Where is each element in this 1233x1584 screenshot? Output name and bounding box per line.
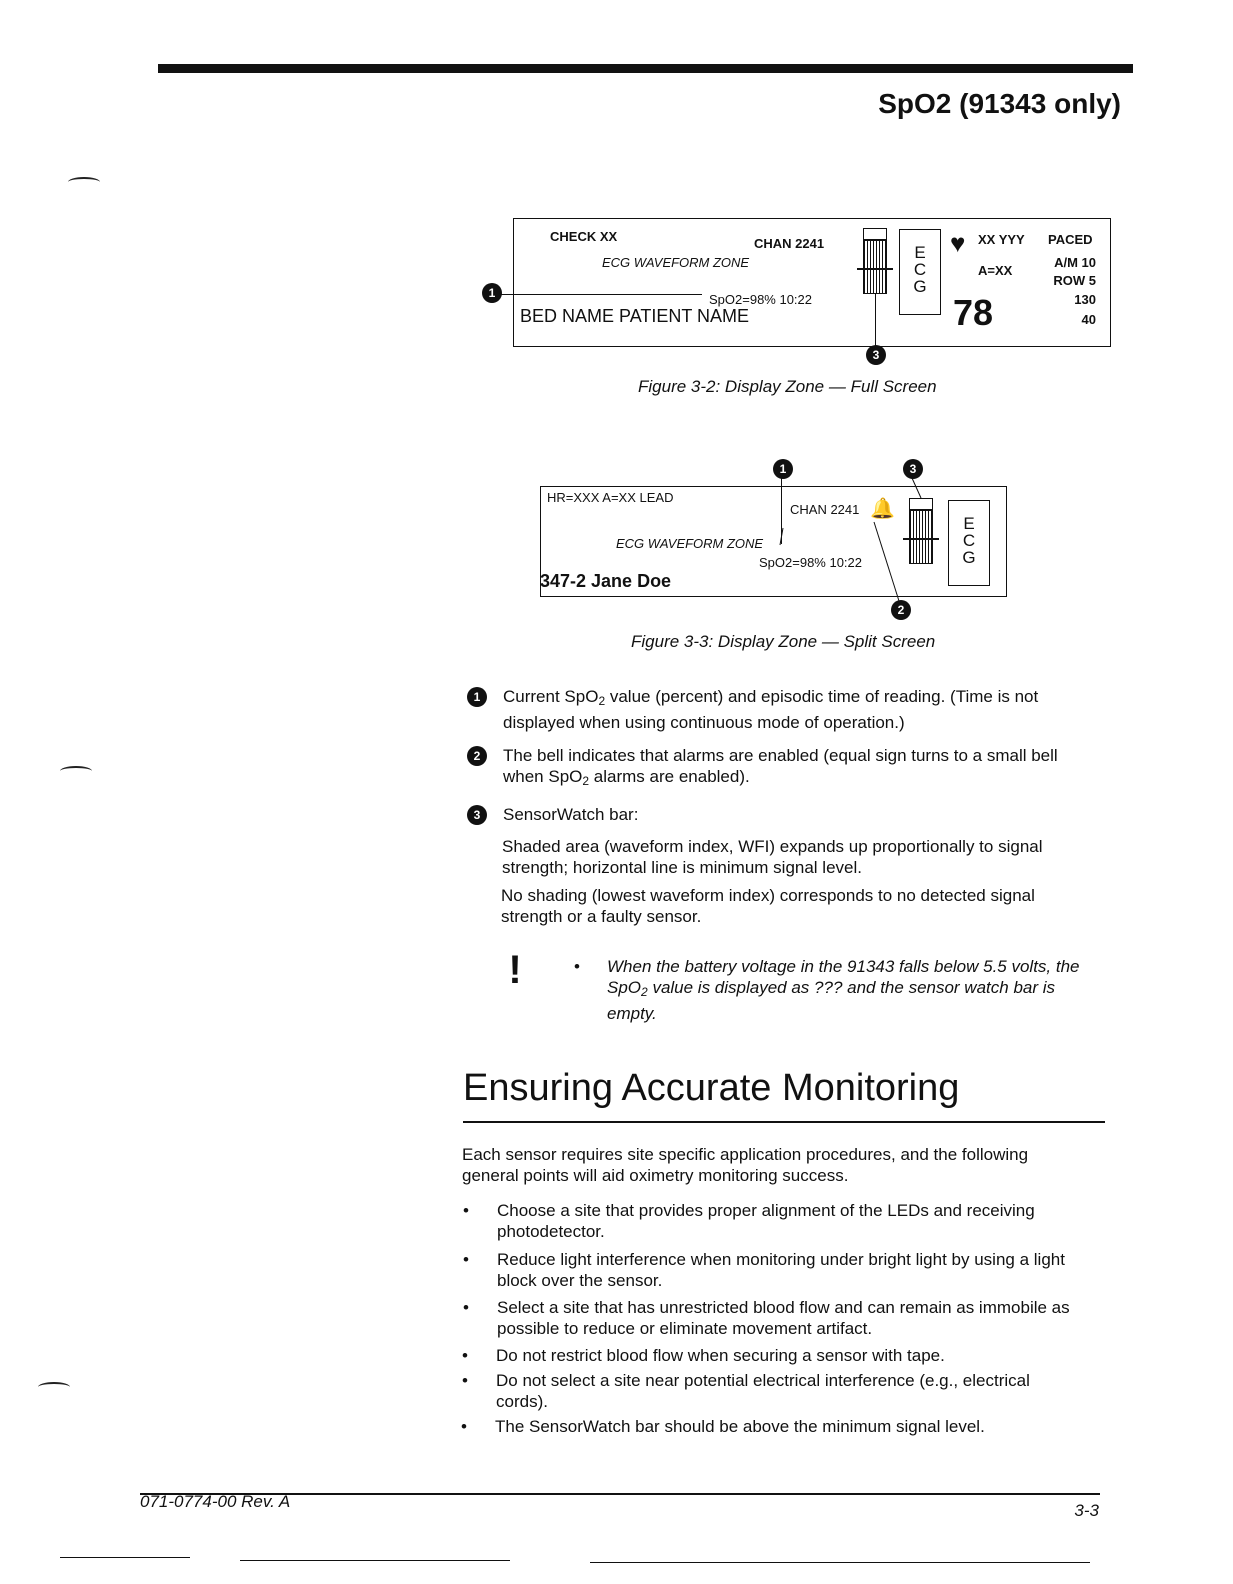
note-line: When the battery voltage in the 91343 falls below 5.5 volts, the [607,957,1080,976]
note-line [607,977,1107,1003]
scan-artifact-line [590,1562,1090,1563]
bullet-marker: • [461,1417,467,1436]
spo2-reading: SpO2=98% 10:22 [709,292,812,307]
check-label: CHECK XX [550,229,618,244]
list-item-text: Choose a site that provides proper alignment of the LEDs and receiving photodetector. [497,1201,1035,1241]
list-item [463,1200,1073,1242]
bullet-marker: • [462,1371,468,1390]
callout-3: 3 [866,345,886,365]
chan-label: CHAN 2241 [790,502,860,517]
list-item-text: Do not select a site near potential electrical interference (e.g., electrical cords). [496,1371,1030,1411]
list-item [463,1249,1103,1291]
heart-rate-value: 78 [953,292,994,333]
list-item-text: Select a site that has unrestricted blood flow and can remain as immobile as possible to reduce or eliminate movement artifact. [497,1298,1070,1338]
note-text-part: SpO [607,978,642,997]
am-label: A/M 10 [1054,255,1096,270]
callout-2: 2 [467,746,487,766]
list-item-text: The SensorWatch bar should be above the minimum signal level. [495,1417,985,1436]
document-id: 071-0774-00 Rev. A [140,1492,291,1511]
description-item-3-paragraph: No shading (lowest waveform index) corresponds to no detected signal strength or a faulty sensor. [501,886,1035,926]
description-text: value (percent) and episodic time of reading. (Time is not displayed when using continuous mode of operation.) [503,687,1039,732]
note-text [607,956,1107,1024]
scan-artifact-line [60,1557,190,1558]
bullet-marker: • [463,1298,469,1317]
callout-2: 2 [891,600,911,620]
description-text: Current SpO [503,687,599,706]
figure-caption: Figure 3-2: Display Zone — Full Screen [638,377,937,396]
page-number: 3-3 [1074,1501,1099,1520]
subscript: 2 [641,985,648,999]
ecg-letter: E [963,514,975,533]
list-item-text: Reduce light interference when monitoring under bright light by using a light block over the sensor. [497,1250,1065,1290]
description-item-3-title: SensorWatch bar: [503,805,639,824]
list-item-text: Do not restrict blood flow when securing a sensor with tape. [496,1346,945,1365]
bullet-marker: • [462,1346,468,1365]
bell-icon: 🔔 [870,498,895,520]
hr-lead-label: HR=XXX A=XX LEAD [547,490,674,505]
list-item [461,1416,1101,1437]
bullet-marker: • [463,1250,469,1269]
heart-icon: ♥ [950,228,966,258]
waveform-zone-label: ECG WAVEFORM ZONE [616,536,764,551]
section-intro: Each sensor requires site specific application procedures, and the following general points will aid oximetry monitoring success. [462,1145,1029,1185]
scan-artifact-line [240,1560,510,1561]
limit-low: 40 [1081,312,1096,327]
note-bullet: • [574,957,580,976]
list-item [463,1297,1103,1339]
list-item [462,1345,1102,1366]
limit-high: 130 [1074,292,1096,307]
row-label: ROW 5 [1053,273,1096,288]
callout-1: 1 [467,687,487,707]
waveform-zone-label: ECG WAVEFORM ZONE [602,255,750,270]
description-text: alarms are enabled). [589,767,750,786]
ecg-letter: C [913,260,927,279]
callout-1: 1 [482,283,502,303]
ecg-letter: E [914,243,926,262]
ecg-letter: C [962,531,976,550]
description-item-1 [503,686,1093,733]
note-line: empty. [607,1004,657,1023]
a-label: A=XX [978,263,1013,278]
callout-3: 3 [467,805,487,825]
section-heading: Ensuring Accurate Monitoring [463,1067,960,1109]
chan-label: CHAN 2241 [754,236,825,251]
description-text: The bell indicates that alarms are enabled (equal sign turns to a small bell when SpO [503,746,1058,786]
ecg-letter: G [962,548,976,567]
page-title: SpO2 (91343 only) [878,88,1121,119]
description-item-3-paragraph: Shaded area (waveform index, WFI) expands up proportionally to signal strength; horizontal line is minimum signal level. [502,837,1043,877]
list-item [462,1370,1062,1412]
bullet-marker: • [463,1201,469,1220]
patient-name: 347-2 Jane Doe [540,571,672,591]
paced-label: PACED [1048,232,1093,247]
hr-label: XX YYY [978,232,1025,247]
bed-patient-name: BED NAME PATIENT NAME [520,306,750,326]
subscript: 2 [582,774,590,788]
callout-1: 1 [773,459,793,479]
caution-icon: ! [508,948,522,992]
description-item-2 [503,745,1103,792]
figure-caption: Figure 3-3: Display Zone — Split Screen [631,632,936,651]
section-heading-rule [463,1121,1105,1123]
note-text-part: value is displayed as ??? and the sensor watch bar is [647,978,1056,997]
ecg-letter: G [913,277,927,296]
subscript: 2 [598,694,606,708]
spo2-reading: SpO2=98% 10:22 [759,555,862,570]
callout-3: 3 [903,459,923,479]
